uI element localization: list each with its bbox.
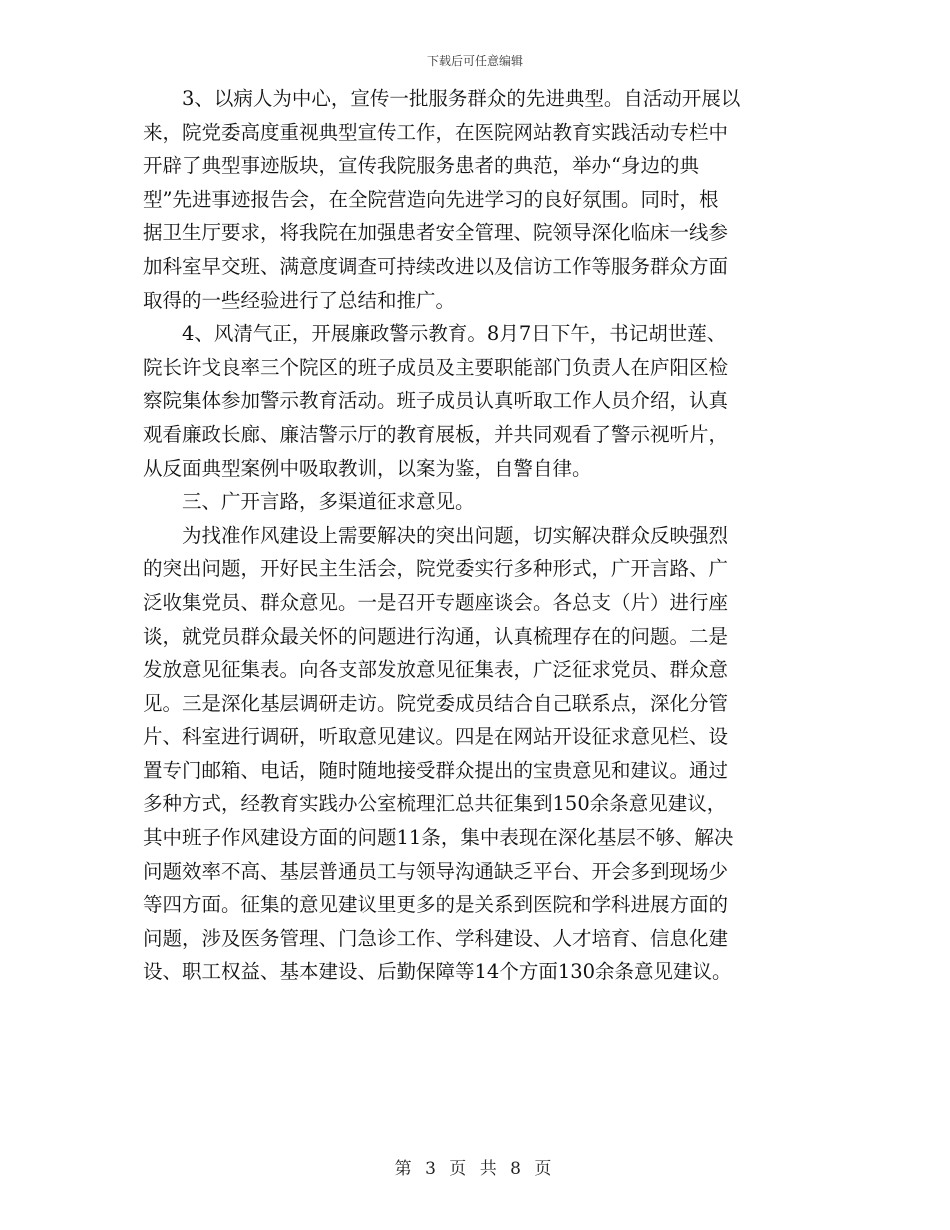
text-line: 加科室早交班、满意度调查可持续改进以及信访工作等服务群众方面 <box>143 254 729 278</box>
paragraph <box>143 82 803 317</box>
text-line: 院长许戈良率三个院区的班子成员及主要职能部门负责人在庐阳区检 <box>143 355 729 379</box>
text-line: 多种方式，经教育实践办公室梳理汇总共征集到150余条意见建议， <box>143 792 727 816</box>
text-line: 从反面典型案例中吸取教训，以案为鉴，自警自律。 <box>143 456 592 480</box>
text-line: 泛收集党员、群众意见。一是召开专题座谈会。各总支（片）进行座 <box>143 590 729 614</box>
text-line: 的突出问题，开好民主生活会，院党委实行多种形式，广开言路、广 <box>143 557 729 581</box>
text-line: 为找准作风建设上需要解决的突出问题，切实解决群众反映强烈 <box>182 523 729 547</box>
text-line: 等四方面。征集的意见建议里更多的是关系到医院和学科进展方面的 <box>143 893 729 917</box>
text-line: 3、以病人为中心，宣传一批服务群众的先进典型。自活动开展以 <box>182 87 741 110</box>
text-line: 4、风清气正，开展廉政警示教育。8月7日下午，书记胡世莲、 <box>182 322 727 346</box>
text-line: 据卫生厅要求，将我院在加强患者安全管理、院领导深化临床一线参 <box>143 221 729 245</box>
text-line: 取得的一些经验进行了总结和推广。 <box>143 288 456 312</box>
text-line: 型”先进事迹报告会，在全院营造向先进学习的良好氛围。同时，根 <box>143 187 719 211</box>
page-footer: 第 3 页 共 8 页 <box>394 1159 556 1179</box>
page-header: 下载后可任意编辑 <box>426 54 523 68</box>
document-body <box>143 82 803 989</box>
text-line: 片、科室进行调研，听取意见建议。四是在网站开设征求意见栏、设 <box>143 725 729 749</box>
paragraph <box>143 317 803 485</box>
text-line: 问题，涉及医务管理、门急诊工作、学科建设、人才培育、信息化建 <box>143 926 729 950</box>
text-line: 开辟了典型事迹版块，宣传我院服务患者的典范，举办“身边的典 <box>143 154 699 178</box>
text-line: 观看廉政长廊、廉洁警示厅的教育展板，并共同观看了警示视听片， <box>143 422 729 446</box>
text-line: 发放意见征集表。向各支部发放意见征集表，广泛征求党员、群众意 <box>143 658 729 682</box>
text-line: 设、职工权益、基本建设、后勤保障等14个方面130余条意见建议。 <box>143 960 732 984</box>
text-line: 谈，就党员群众最关怀的问题进行沟通，认真梳理存在的问题。二是 <box>143 624 729 648</box>
text-line: 置专门邮箱、电话，随时随地接受群众提出的宝贵意见和建议。通过 <box>143 758 729 782</box>
paragraph <box>143 519 803 989</box>
text-line: 察院集体参加警示教育活动。班子成员认真听取工作人员介绍，认真 <box>143 389 729 413</box>
text-line: 问题效率不高、基层普通员工与领导沟通缺乏平台、开会多到现场少 <box>143 859 729 883</box>
text-line: 来，院党委高度重视典型宣传工作，在医院网站教育实践活动专栏中 <box>143 120 729 144</box>
section-heading <box>143 485 803 519</box>
text-line: 三、广开言路，多渠道征求意见。 <box>182 490 475 514</box>
text-line: 其中班子作风建设方面的问题11条，集中表现在深化基层不够、解决 <box>143 826 734 850</box>
text-line: 见。三是深化基层调研走访。院党委成员结合自己联系点，深化分管 <box>143 691 729 715</box>
